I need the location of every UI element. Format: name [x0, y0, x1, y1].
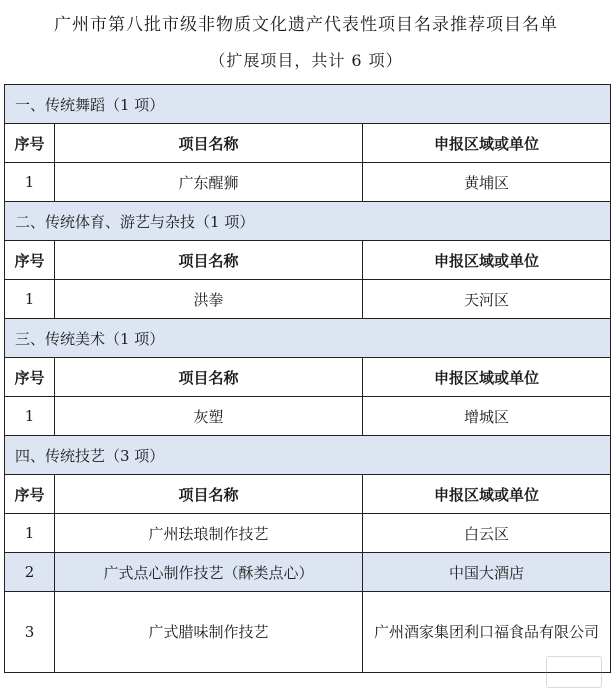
cell-name: 广式点心制作技艺（酥类点心） [55, 553, 363, 592]
header-name: 项目名称 [55, 475, 363, 514]
table-row [5, 397, 611, 436]
header-name: 项目名称 [55, 124, 363, 163]
cell-unit: 白云区 [363, 514, 611, 553]
header-no: 序号 [5, 475, 55, 514]
document-subtitle: （扩展项目，共计 6 项） [209, 51, 403, 70]
section-header [5, 319, 611, 358]
section-label: 一、传统舞蹈（1 项） [5, 85, 611, 124]
section-header [5, 202, 611, 241]
header-no: 序号 [5, 241, 55, 280]
table-row [5, 163, 611, 202]
header-unit: 申报区域或单位 [363, 475, 611, 514]
section-header [5, 436, 611, 475]
column-header-row [5, 124, 611, 163]
table-row [5, 514, 611, 553]
cell-name: 广州珐琅制作技艺 [55, 514, 363, 553]
header-unit: 申报区域或单位 [363, 124, 611, 163]
cell-no: 1 [5, 397, 55, 436]
column-header-row [5, 241, 611, 280]
section-label: 二、传统体育、游艺与杂技（1 项） [5, 202, 611, 241]
header-no: 序号 [5, 124, 55, 163]
cell-unit: 增城区 [363, 397, 611, 436]
header-name: 项目名称 [55, 241, 363, 280]
section-label: 三、传统美术（1 项） [5, 319, 611, 358]
column-header-row [5, 475, 611, 514]
section-label: 四、传统技艺（3 项） [5, 436, 611, 475]
cell-name: 灰塑 [55, 397, 363, 436]
table-row [5, 592, 611, 673]
cell-no: 2 [5, 553, 55, 592]
cell-name: 洪拳 [55, 280, 363, 319]
table-row [5, 553, 611, 592]
cell-unit: 黄埔区 [363, 163, 611, 202]
cell-unit: 广州酒家集团利口福食品有限公司 [363, 592, 611, 673]
cell-no: 1 [5, 514, 55, 553]
cell-no: 1 [5, 280, 55, 319]
cell-no: 1 [5, 163, 55, 202]
watermark-logo-icon [546, 656, 602, 688]
header-name: 项目名称 [55, 358, 363, 397]
cell-no: 3 [5, 592, 55, 673]
document-title: 广州市第八批市级非物质文化遗产代表性项目名录推荐项目名单 [54, 15, 558, 35]
section-header [5, 85, 611, 124]
cell-name: 广式腊味制作技艺 [55, 592, 363, 673]
project-table [4, 84, 611, 673]
cell-unit: 天河区 [363, 280, 611, 319]
header-unit: 申报区域或单位 [363, 241, 611, 280]
header-no: 序号 [5, 358, 55, 397]
cell-name: 广东醒狮 [55, 163, 363, 202]
cell-unit: 中国大酒店 [363, 553, 611, 592]
header-unit: 申报区域或单位 [363, 358, 611, 397]
table-row [5, 280, 611, 319]
column-header-row [5, 358, 611, 397]
